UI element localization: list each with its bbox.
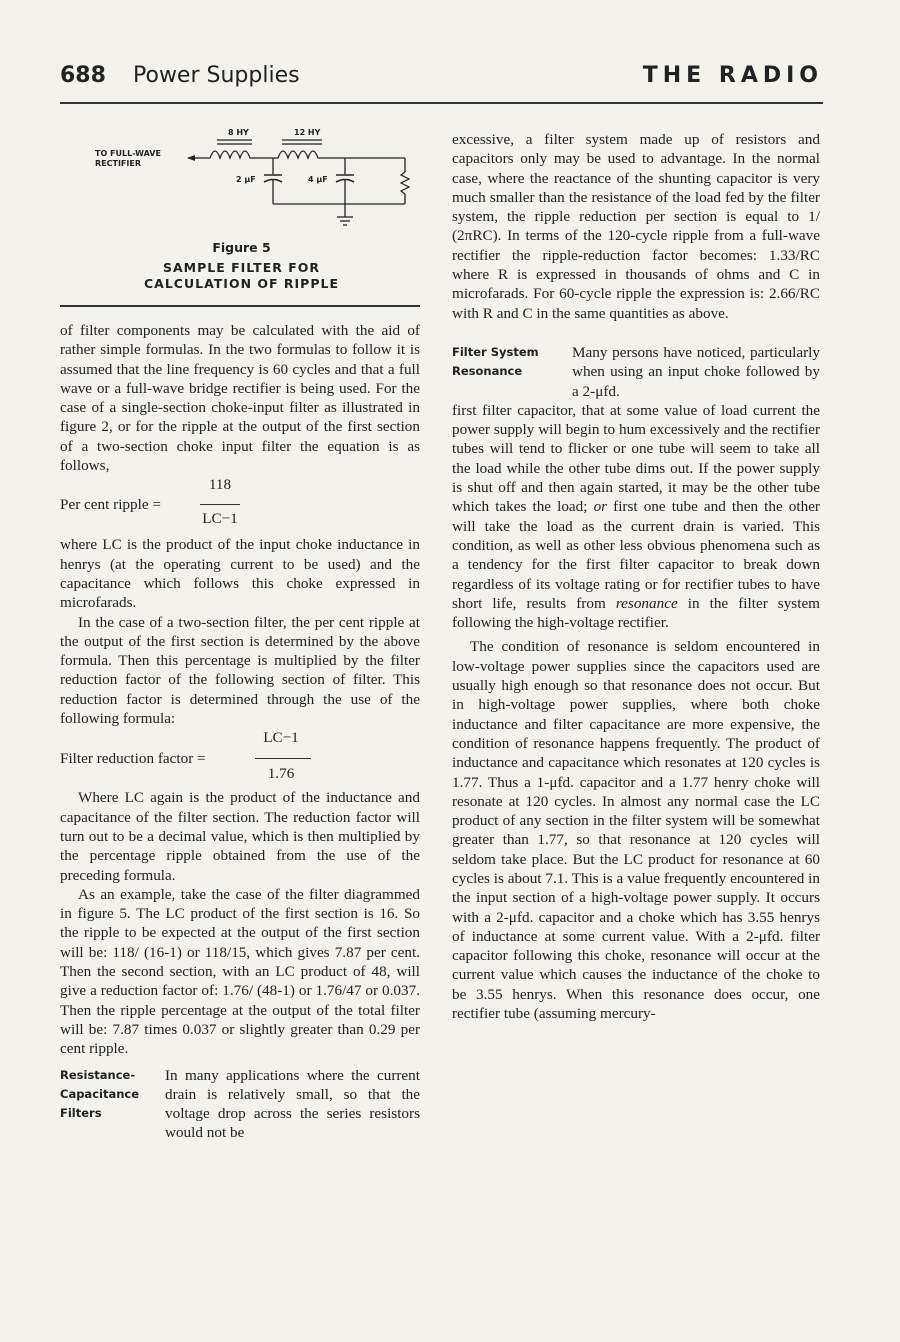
label-cap1: 2 μF — [236, 175, 256, 184]
paragraph: In the case of a two-section filter, the per cent ripple at the output of the first section is determined by the above formula. Then this percentage is multiplied by the filter reduction factor of the following section of filter. This reduction factor is determined through the use of the following formula: — [60, 613, 420, 728]
figure-5 — [60, 120, 420, 307]
choke1-inductor — [200, 151, 265, 158]
sidehead-rc-filters — [60, 1066, 420, 1143]
paragraph: where LC is the product of the input choke inductance in henrys (at the operating current to be used) and the capacitance which follows this choke expressed in microfarads. — [60, 536, 420, 612]
paragraph: Many persons have noticed, particularly when using an input choke followed by a 2-μfd. — [572, 343, 820, 400]
text-run: first one tube and then the other will take the load as the current drain is varied. This condition, as well as other less obvious phenomena such as a tendency for the first filter capacitor to break down regardless of its voltage rating or for rectifier tubes to have short life, results from — [452, 498, 820, 612]
sidehead-label: Resistance- Capacitance Filters — [60, 1067, 140, 1121]
load-resistor — [401, 172, 409, 194]
right-column — [452, 130, 820, 1023]
reduction-formula — [60, 728, 420, 788]
formula-lhs: Filter reduction factor = — [60, 750, 206, 768]
label-rectifier-line1: TO FULL-WAVE — [95, 149, 161, 158]
formula-numerator: 118 — [208, 476, 232, 494]
label-choke1: 8 HY — [228, 128, 249, 137]
fraction-bar — [200, 504, 240, 505]
paragraph: In many applications where the current drain is relatively small, so that the voltage drop across the series resistors would not be — [165, 1066, 420, 1142]
ripple-formula — [60, 475, 420, 535]
paragraph — [452, 401, 820, 633]
sidehead-label: Filter System Resonance — [452, 344, 539, 379]
figure-caption-line1: SAMPLE FILTER FOR — [162, 260, 321, 275]
label-choke2: 12 HY — [294, 128, 321, 137]
choke2-inductor — [265, 151, 405, 158]
publication-title: THE RADIO — [642, 63, 823, 88]
paragraph: excessive, a filter system made up of resistors and capacitors only may be used to advantage. In the normal case, where the reactance of the shunting capacitor is very much smaller than the resistance of the load fed by the filter system, the ripple reduction per section is equal to 1/ (2πRC). In terms of the 120-cycle ripple from a full-wave rectifier the ripple-reduction factor becomes: 1.33/RC where R is expressed in thousands of ohms and C in microfarads. For 60-cycle ripple the expression is: 2.66/RC with R and C in the same quantities as above. — [452, 131, 820, 322]
page-number: 688 — [60, 63, 106, 88]
paragraph: of filter components may be calculated with the aid of rather simple formulas. In the two formulas to follow it is assumed that the line frequency is 60 cycles and that a full wave or a full-wave bridge rectifier is being used. For the case of a single-section choke-input filter as illustrated in figure 2, or for the ripple at the output of the first section of a two-section choke input filter the equation is as follows, — [60, 322, 420, 475]
formula-numerator: LC−1 — [263, 729, 299, 747]
figure-caption-line2: CALCULATION OF RIPPLE — [143, 276, 340, 291]
paragraph: As an example, take the case of the filter diagrammed in figure 5. The LC product of the first section is 16. So the ripple to be expected at the output of the first section will be: 118/ (16-1) or 118/15, which gives 7.87 per cent. Then the second section, with an LC product of 48, will give a reduction factor of: 1.76/ (48-1) or 1.76/47 or 0.037. Then the ripple percentage at the output of the total filter will be: 7.87 times 0.037 or slightly greater than 0.29 per cent ripple. — [60, 885, 420, 1058]
formula-lhs: Per cent ripple = — [60, 496, 161, 514]
input-arrow-icon — [187, 155, 195, 161]
filter-schematic — [60, 120, 420, 238]
figure-caption — [60, 260, 423, 292]
left-column — [60, 321, 420, 1143]
label-rectifier-line2: RECTIFIER — [95, 159, 141, 168]
page-header — [60, 60, 823, 104]
label-cap2: 4 μF — [308, 175, 328, 184]
emphasis: resonance — [615, 594, 678, 612]
emphasis: or — [593, 498, 608, 516]
paragraph: Where LC again is the product of the inductance and capacitance of the filter section. The reduction factor will turn out to be a decimal value, which is then multiplied by the percentage ripple obtained from the use of the preceding formula. — [60, 789, 420, 884]
paragraph: The condition of resonance is seldom encountered in low-voltage power supplies since the capacitors used are usually high enough so that resonance does not occur. But in high-voltage power supplies, where both choke inductance and filter capacitance are more expensive, the condition of resonance happens frequently. The product of inductance and capacitance which resonates at 120 cycles is 1.77. Thus a 1-μfd. capacitor and a 1.77 henry choke will resonate at 120 cycles. In almost any normal case the LC product of any section in the filter system will be somewhat greater than 1.77, so that resonance at 120 cycles will seldom take place. But the LC product for resonance at 60 cycles is about 7.1. This is a value frequently encountered in the input section of a high-voltage power supply. It occurs with a 2-μfd. capacitor and a choke which has 3.55 henrys of inductance at some current value. With a 2-μfd. filter capacitor following this choke, resonance will occur at the current value which causes the inductance of the choke to be 3.55 henrys. When this resonance does occur, one rectifier tube (assuming mercury- — [452, 638, 820, 1023]
formula-denominator: LC−1 — [202, 510, 238, 528]
sidehead-resonance — [452, 343, 820, 401]
fraction-bar — [255, 758, 311, 759]
formula-denominator: 1.76 — [267, 765, 295, 783]
text-run: first filter capacitor, that at some value of load current the power supply will begin to hum excessively and the rectifier tubes will tend to flicker or one tube will seem to take all the load while the other tube dims out. If the power supply is shut off and then again started, it may be the other tube which takes the load; — [452, 401, 820, 516]
text-run: in the filter system following the high-voltage rectifier. — [452, 594, 820, 632]
section-title: Power Supplies — [133, 63, 300, 88]
figure-number: Figure 5 — [212, 240, 271, 255]
